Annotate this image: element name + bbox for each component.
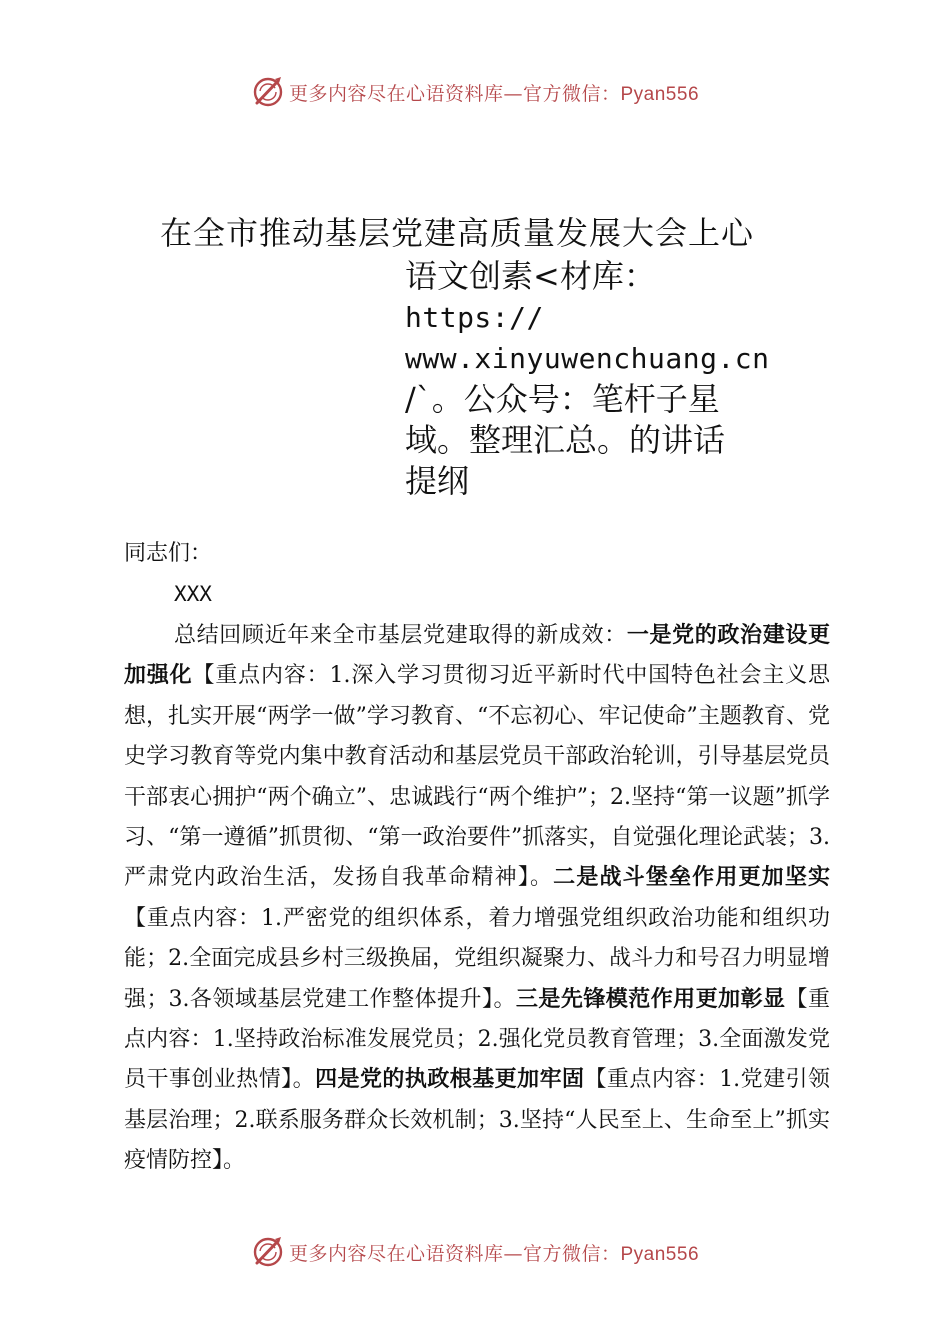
header-wechat-id: Pyan556 [620,83,700,105]
document-title-line-1: 在全市推动基层党建高质量发展大会上心 [160,214,755,252]
footer-watermark-banner [0,1232,950,1272]
key-points-1: 【重点内容：1.深入学习贯彻习近平新时代中国特色社会主义思想，扎实开展“两学一做”学习教育、“不忘初心、牢记使命”主题教育、党史学习教育等党内集中教育活动和基层党员干部政治轮训，引导基层党员干部衷心拥护“两个确立”、忠诚践行“两个维护”；2.坚持“第一议题”抓学习、“第一遵循”抓贯彻、“第一政治要件”抓落实，自觉强化理论武装；3.严肃党内政治生活，发扬自我革命精神】。 [124,663,830,891]
brush-logo-icon [251,1235,285,1269]
footer-wechat-id: Pyan556 [620,1243,700,1265]
heading-2: 二是战斗堡垒作用更加坚实 [553,865,830,891]
header-watermark-banner [0,72,950,112]
document-title-line-7: 提纲 [405,462,470,500]
heading-4: 四是党的执政根基更加牢固 [315,1067,585,1093]
header-banner-text: 更多内容尽在心语资料库—官方微信：Pyan556 [288,82,700,105]
key-points-3: 【重点内容：1.坚持政治标准发展党员；2.强化党员教育管理；3.全面激发党员干事创业热情】。 [124,986,830,1093]
document-title-line-2: 语文创素<材库： [405,257,656,295]
placeholder-name: XXX [174,582,212,606]
key-points-2: 【重点内容：1.严密党的组织体系，着力增强党组织政治功能和组织功能；2.全面完成县乡村三级换届，党组织凝聚力、战斗力和号召力明显增强；3.各领域基层党建工作整体提升】。 [124,905,830,1012]
body-paragraph [124,616,830,1182]
document-title-line-5: /`。公众号：笔杆子星 [405,380,720,418]
document-title-line-6: 域。整理汇总。的讲话 [405,421,726,459]
document-title-url-part-2: www.xinyuwenchuang.cn [405,342,770,375]
document-title-url-part-1: https:// [405,301,544,334]
brush-logo-icon [251,75,285,109]
heading-1: 一是党的政治建设更加强化 [124,623,830,689]
heading-3: 三是先锋模范作用更加彰显 [515,986,786,1012]
key-points-4: 【重点内容：1.党建引领基层治理；2.联系服务群众长效机制；3.坚持“人民至上、生命至上”抓实疫情防控】。 [124,1067,830,1174]
document-title-continuation [405,256,785,502]
footer-banner-text: 更多内容尽在心语资料库—官方微信：Pyan556 [288,1242,700,1265]
intro-text: 总结回顾近年来全市基层党建取得的新成效： [174,623,627,648]
salutation: 同志们： [124,541,213,566]
